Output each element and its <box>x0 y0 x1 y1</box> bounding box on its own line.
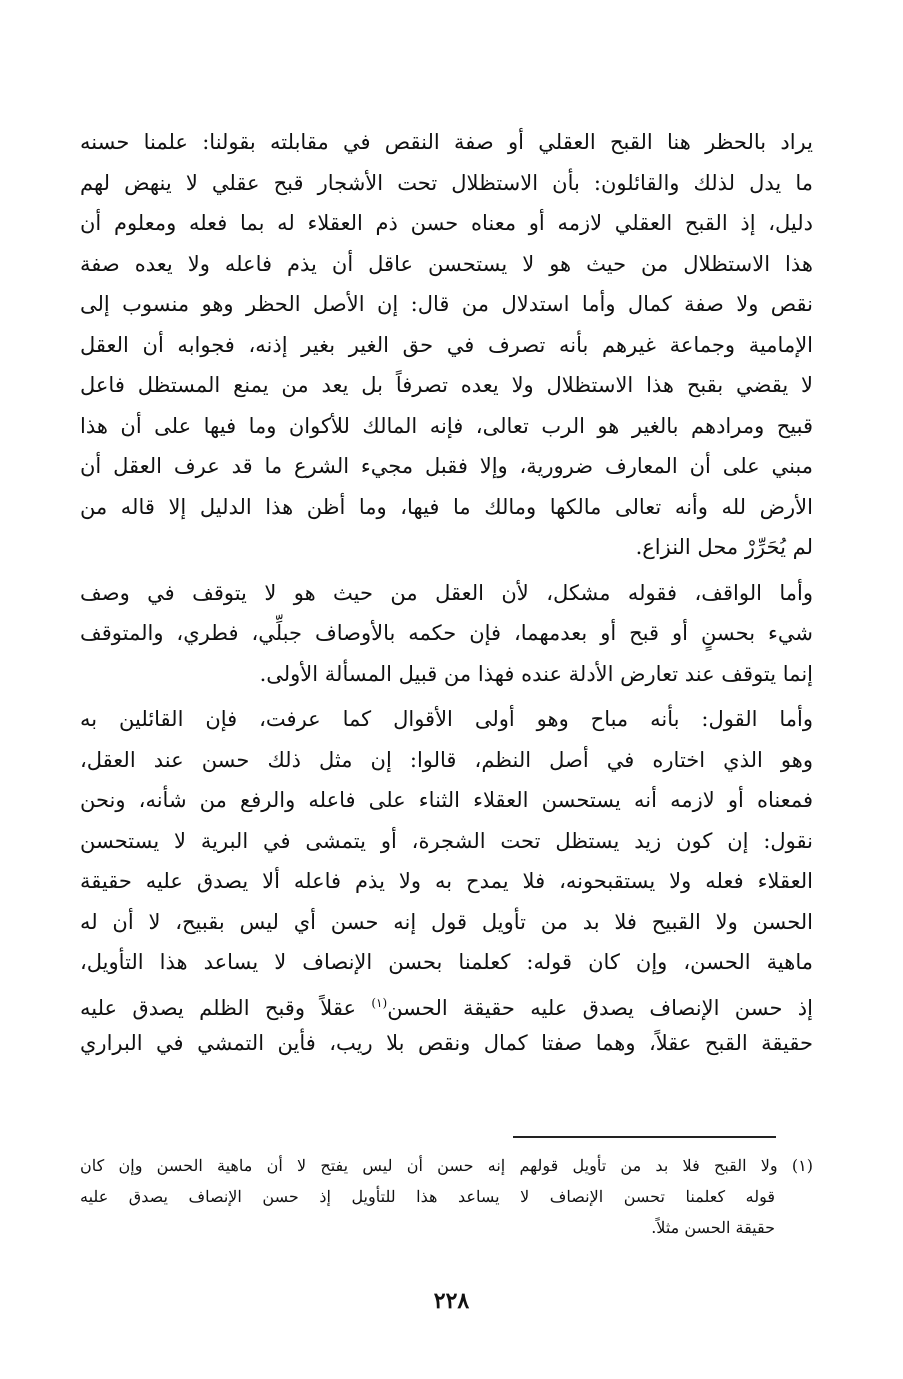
text-line: حقيقة القبح عقلاً، وهما صفتا كمال ونقص بلا ريب، فأين التمشي في البراري <box>80 1031 813 1055</box>
text-line: يراد بالحظر هنا القبح العقلي أو صفة النقص في مقابلته بقولنا: علمنا حسنه <box>80 130 813 154</box>
text-line: مبني على أن المعارف ضرورية، وإلا فقبل مجيء الشرع ما قد عرف العقل أن <box>80 454 813 478</box>
text-line: الحسن ولا القبيح فلا بد من تأويل قول إنه حسن أي ليس بقبيح، لا أن له <box>80 909 813 934</box>
text-line: الأرض لله وأنه تعالى مالكها ومالك ما فيها، وما أظن هذا الدليل إلا قاله من <box>80 494 813 519</box>
text-segment: عقلاً وقبح الظلم يصدق عليه <box>80 995 372 1020</box>
text-line: قبيح ومرادهم بالغير هو الرب تعالى، فإنه المالك للأكوان وما فيها على أن هذا <box>80 413 813 438</box>
footnote-line: (١) ولا القبح فلا بد من تأويل قولهم إنه حسن أن ليس يفتح لا أن ماهية الحسن وإن كان <box>80 1156 813 1175</box>
footnote-line: قوله كعلمنا تحسن الإنصاف لا يساعد هذا للتأويل إذ حسن الإنصاف يصدق عليه <box>80 1187 775 1206</box>
page-number: ٢٢٨ <box>433 1288 470 1314</box>
text-line: العقلاء فعله ولا يستقبحونه، فلا يمدح به ولا يذم فاعله ألا يصدق عليه حقيقة <box>80 869 813 893</box>
footnote-line: حقيقة الحسن مثلاً. <box>651 1218 775 1237</box>
text-line: نقول: إن كون زيد يستظل تحت الشجرة، أو يتمشى في البرية لا يستحسن <box>80 828 813 853</box>
text-line: الإمامية وجماعة غيرهم بأنه تصرف في حق الغير بغير إذنه، فجوابه أن العقل <box>80 332 813 357</box>
footnote-marker: (١) <box>371 995 388 1010</box>
footnotes <box>80 1150 813 1243</box>
text-segment: إذ حسن الإنصاف يصدق عليه حقيقة الحسن <box>387 995 813 1020</box>
text-line: وهو الذي اختاره في أصل النظم، قالوا: إن مثل ذلك حسن عند العقل، <box>80 747 813 772</box>
main-text <box>80 122 813 1064</box>
text-line: ما يدل لذلك والقائلون: بأن الاستظلال تحت الأشجار قبح عقلي لا ينهض لهم <box>80 170 813 195</box>
text-line: هذا الاستظلال من حيث هو لا يستحسن عاقل أن يذم فاعله ولا يعده صفة <box>80 251 813 276</box>
footnote-divider <box>513 1136 776 1138</box>
text-line: ماهية الحسن، وإن كان قوله: كعلمنا بحسن الإنصاف لا يساعد هذا التأويل، <box>80 950 813 974</box>
text-line: نقص ولا صفة كمال وأما استدلال من قال: إن الأصل الحظر وهو منسوب إلى <box>80 292 813 316</box>
text-line <box>80 983 813 1024</box>
text-line: وأما الواقف، فقوله مشكل، لأن العقل من حيث هو لا يتوقف في وصف <box>80 580 813 605</box>
text-line: لا يقضي بقبح هذا الاستظلال ولا يعده تصرفاً بل يعد من يمنع المستظل فاعل <box>80 373 813 397</box>
text-line: شيء بحسنٍ أو قبح أو بعدمهما، فإن حكمه بالأوصاف جبلِّي، فطري، والمتوقف <box>80 621 813 645</box>
text-line: دليل، إذ القبح العقلي لازمه أو معناه حسن ذم العقلاء له بما فعله ومعلوم أن <box>80 211 813 235</box>
text-line: لم يُحَرِّرْ محل النزاع. <box>635 535 813 559</box>
text-line: فمعناه أو لازمه أنه يستحسن العقلاء الثناء على فاعله والرفع من شأنه، ونحن <box>80 788 813 812</box>
text-line: إنما يتوقف عند تعارض الأدلة عنده فهذا من قبيل المسألة الأولى. <box>259 661 813 686</box>
text-line: وأما القول: بأنه مباح وهو أولى الأقوال كما عرفت، فإن القائلين به <box>80 707 813 731</box>
